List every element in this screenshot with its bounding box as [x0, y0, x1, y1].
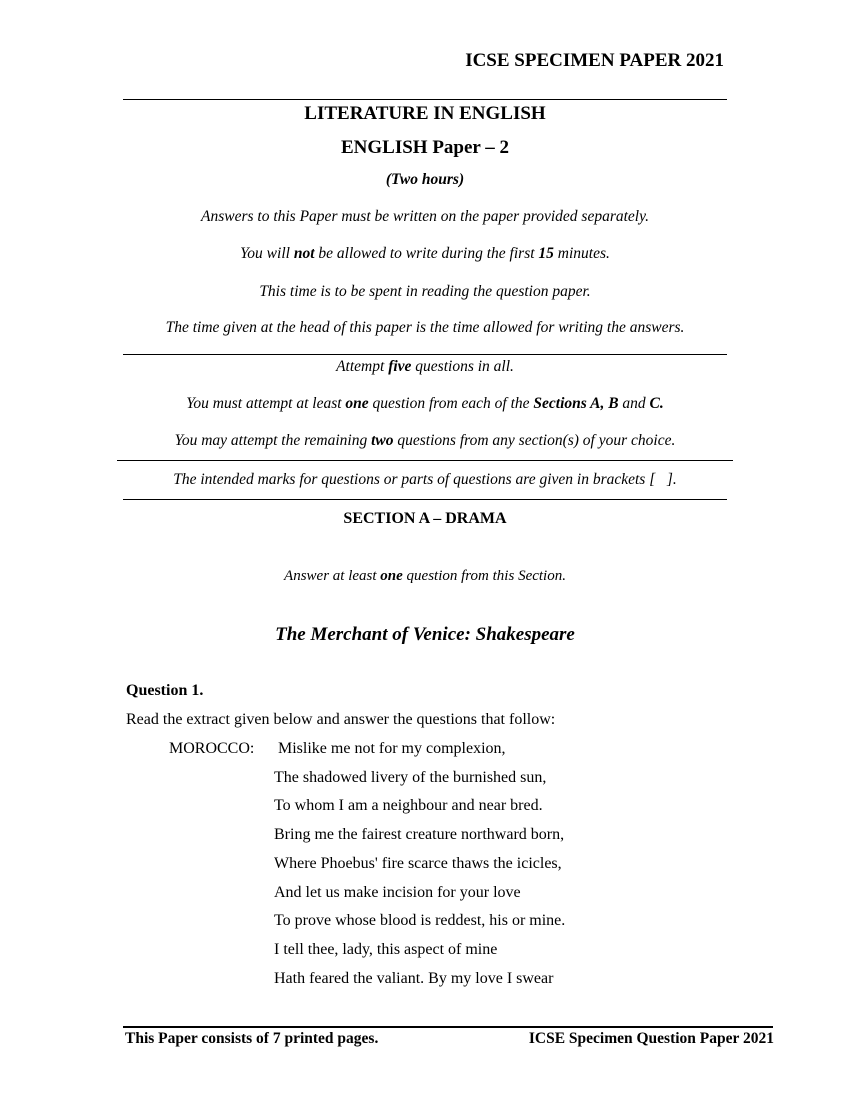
emphasis: one	[345, 395, 369, 412]
verse-line: Hath feared the valiant. By my love I swear	[274, 970, 554, 987]
paper-title: ENGLISH Paper – 2	[340, 137, 510, 158]
instruction-line-3: This time is to be spent in reading the question paper.	[259, 283, 591, 300]
text-part: question from this Section.	[402, 568, 566, 584]
question-label: Question 1.	[126, 682, 204, 699]
emphasis: C.	[649, 395, 664, 412]
duration: (Two hours)	[385, 171, 465, 188]
text-part: Attempt	[336, 358, 389, 375]
divider-3	[123, 499, 727, 500]
page-header-title: ICSE SPECIMEN PAPER 2021	[465, 50, 724, 71]
text-part: You will	[240, 245, 294, 262]
instruction-line-4: The time given at the head of this paper is the time allowed for writing the answers.	[165, 319, 685, 336]
text-part: You must attempt at least	[186, 395, 346, 412]
footer-left: This Paper consists of 7 printed pages.	[125, 1030, 379, 1047]
instruction-line-6	[0, 395, 850, 413]
instruction-line-2	[0, 245, 850, 263]
section-title: SECTION A – DRAMA	[343, 510, 507, 527]
verse-line: Mislike me not for my complexion,	[278, 740, 506, 757]
text-part: Answer at least	[284, 568, 381, 584]
divider-1	[123, 354, 727, 355]
section-note	[0, 568, 850, 585]
verse-line: Where Phoebus' fire scarce thaws the icicles,	[274, 855, 562, 872]
emphasis: Sections A, B	[533, 395, 619, 412]
emphasis: two	[371, 432, 394, 449]
verse-line: And let us make incision for your love	[274, 884, 521, 901]
emphasis: five	[388, 358, 412, 375]
instruction-line-1: Answers to this Paper must be written on the paper provided separately.	[200, 208, 650, 225]
instruction-line-8: The intended marks for questions or parts of questions are given in brackets [ ].	[173, 471, 677, 488]
header-divider	[123, 99, 727, 100]
divider-2	[117, 460, 733, 461]
footer-divider	[123, 1026, 773, 1028]
verse-line: I tell thee, lady, this aspect of mine	[274, 941, 498, 958]
instruction-line-7	[0, 432, 850, 450]
emphasis: one	[380, 568, 403, 584]
verse-line: Bring me the fairest creature northward born,	[274, 826, 565, 843]
subject-title: LITERATURE IN ENGLISH	[304, 103, 546, 124]
text-part: be allowed to write during the first	[314, 245, 539, 262]
text-part: and	[618, 395, 650, 412]
text-part: questions in all.	[411, 358, 514, 375]
text-part: minutes.	[553, 245, 610, 262]
emphasis: 15	[538, 245, 554, 262]
speaker-name: MOROCCO:	[169, 740, 255, 757]
verse-line: The shadowed livery of the burnished sun,	[274, 769, 547, 786]
verse-line: To whom I am a neighbour and near bred.	[274, 797, 543, 814]
question-prompt: Read the extract given below and answer the questions that follow:	[126, 711, 556, 728]
footer-right: ICSE Specimen Question Paper 2021	[528, 1030, 774, 1047]
text-part: question from each of the	[368, 395, 534, 412]
instruction-line-5	[0, 358, 850, 376]
text-part: questions from any section(s) of your choice.	[393, 432, 676, 449]
emphasis: not	[293, 245, 315, 262]
text-part: You may attempt the remaining	[174, 432, 372, 449]
play-title: The Merchant of Venice: Shakespeare	[275, 624, 575, 645]
verse-line: To prove whose blood is reddest, his or mine.	[274, 912, 566, 929]
